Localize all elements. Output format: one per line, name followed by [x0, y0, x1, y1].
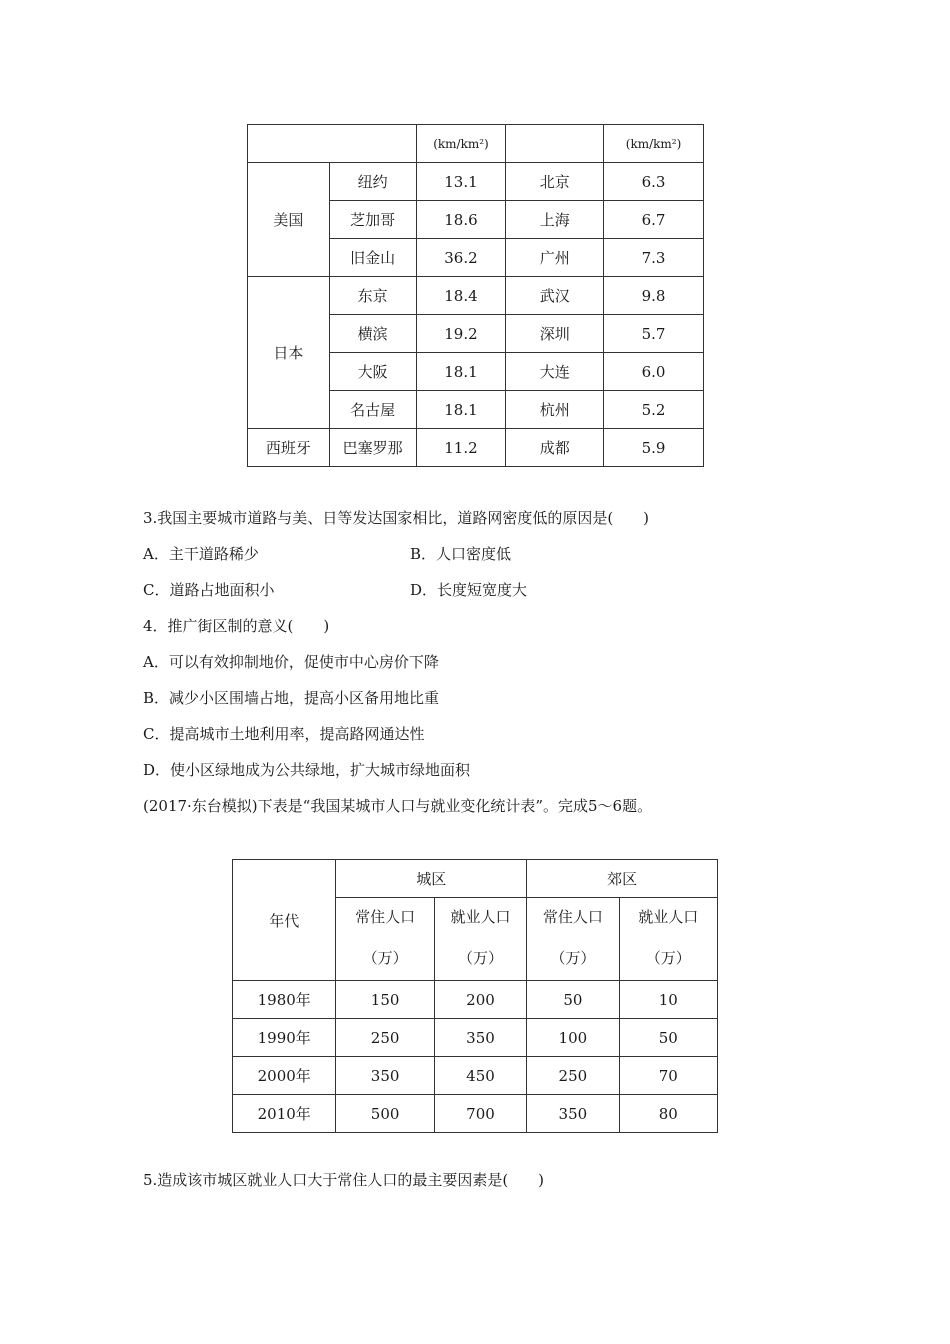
value-cell: 500	[336, 1095, 434, 1133]
cn-value-cell: 6.3	[604, 163, 704, 201]
table-header-row	[233, 860, 718, 898]
city-cell: 名古屋	[329, 391, 416, 429]
unit-cell: （万）	[619, 935, 717, 981]
intro-5-6: (2017·东台模拟)下表是“我国某城市人口与就业变化统计表”。完成5～6题。	[143, 797, 653, 815]
population-table	[232, 859, 718, 1133]
header-unit-cell: (km/km²)	[604, 125, 704, 163]
value-cell: 100	[527, 1019, 619, 1057]
value-cell: 150	[336, 981, 434, 1019]
value-cell: 200	[434, 981, 526, 1019]
cn-city-cell: 北京	[506, 163, 604, 201]
question-3-option-a: A．主干道路稀少	[143, 545, 259, 563]
question-4-option-a: A．可以有效抑制地价，促使市中心房价下降	[143, 653, 439, 671]
question-3-stem: 3.我国主要城市道路与美、日等发达国家相比，道路网密度低的原因是( )	[143, 509, 650, 527]
table-row	[233, 1019, 718, 1057]
city-cell: 东京	[329, 277, 416, 315]
cn-city-cell: 武汉	[506, 277, 604, 315]
city-cell: 大阪	[329, 353, 416, 391]
city-cell: 横滨	[329, 315, 416, 353]
cn-value-cell: 5.2	[604, 391, 704, 429]
question-3-option-d: D．长度短宽度大	[410, 581, 528, 599]
cn-value-cell: 5.7	[604, 315, 704, 353]
value-cell: 350	[336, 1057, 434, 1095]
table-row	[248, 277, 704, 315]
cn-value-cell: 6.7	[604, 201, 704, 239]
cn-city-cell: 成都	[506, 429, 604, 467]
year-cell: 1980年	[233, 981, 336, 1019]
city-cell: 芝加哥	[329, 201, 416, 239]
table-row	[233, 981, 718, 1019]
year-header: 年代	[233, 860, 336, 981]
question-4-option-c: C．提高城市土地利用率，提高路网通达性	[143, 725, 425, 743]
value-cell: 50	[527, 981, 619, 1019]
value-cell: 50	[619, 1019, 717, 1057]
year-cell: 1990年	[233, 1019, 336, 1057]
table-row	[248, 429, 704, 467]
value-cell: 350	[527, 1095, 619, 1133]
cn-value-cell: 9.8	[604, 277, 704, 315]
cn-city-cell: 杭州	[506, 391, 604, 429]
question-4-option-b: B．减少小区围墙占地，提高小区备用地比重	[143, 689, 440, 707]
country-cell: 日本	[248, 277, 330, 429]
question-4-stem: 4．推广街区制的意义( )	[143, 617, 330, 635]
cn-value-cell: 5.9	[604, 429, 704, 467]
unit-cell: （万）	[434, 935, 526, 981]
question-3-option-c: C．道路占地面积小	[143, 581, 275, 599]
value-cell: 18.6	[416, 201, 506, 239]
value-cell: 18.1	[416, 391, 506, 429]
unit-cell: （万）	[527, 935, 619, 981]
value-cell: 19.2	[416, 315, 506, 353]
value-cell: 10	[619, 981, 717, 1019]
zone-header-suburb: 郊区	[527, 860, 718, 898]
question-5-stem: 5.造成该市城区就业人口大于常住人口的最主要因素是( )	[143, 1171, 545, 1189]
city-cell: 旧金山	[329, 239, 416, 277]
header-cell	[248, 125, 417, 163]
cn-city-cell: 深圳	[506, 315, 604, 353]
header-unit-cell: (km/km²)	[416, 125, 506, 163]
question-4-option-d: D．使小区绿地成为公共绿地，扩大城市绿地面积	[143, 761, 471, 779]
value-cell: 250	[527, 1057, 619, 1095]
value-cell: 18.4	[416, 277, 506, 315]
value-cell: 11.2	[416, 429, 506, 467]
cn-city-cell: 大连	[506, 353, 604, 391]
value-cell: 250	[336, 1019, 434, 1057]
value-cell: 450	[434, 1057, 526, 1095]
table-header-row	[248, 125, 704, 163]
country-cell: 美国	[248, 163, 330, 277]
table-row	[233, 1057, 718, 1095]
header-cell	[506, 125, 604, 163]
year-cell: 2010年	[233, 1095, 336, 1133]
value-cell: 700	[434, 1095, 526, 1133]
col-header-resident: 常住人口	[527, 898, 619, 936]
col-header-resident: 常住人口	[336, 898, 434, 936]
cn-city-cell: 上海	[506, 201, 604, 239]
value-cell: 70	[619, 1057, 717, 1095]
value-cell: 18.1	[416, 353, 506, 391]
year-cell: 2000年	[233, 1057, 336, 1095]
city-cell: 巴塞罗那	[329, 429, 416, 467]
unit-cell: （万）	[336, 935, 434, 981]
road-density-table	[247, 124, 704, 467]
table-row	[233, 1095, 718, 1133]
cn-city-cell: 广州	[506, 239, 604, 277]
table-row	[248, 163, 704, 201]
value-cell: 13.1	[416, 163, 506, 201]
col-header-employed: 就业人口	[619, 898, 717, 936]
city-cell: 纽约	[329, 163, 416, 201]
country-cell: 西班牙	[248, 429, 330, 467]
cn-value-cell: 7.3	[604, 239, 704, 277]
zone-header-urban: 城区	[336, 860, 527, 898]
value-cell: 350	[434, 1019, 526, 1057]
cn-value-cell: 6.0	[604, 353, 704, 391]
col-header-employed: 就业人口	[434, 898, 526, 936]
value-cell: 80	[619, 1095, 717, 1133]
value-cell: 36.2	[416, 239, 506, 277]
question-3-option-b: B．人口密度低	[410, 545, 512, 563]
